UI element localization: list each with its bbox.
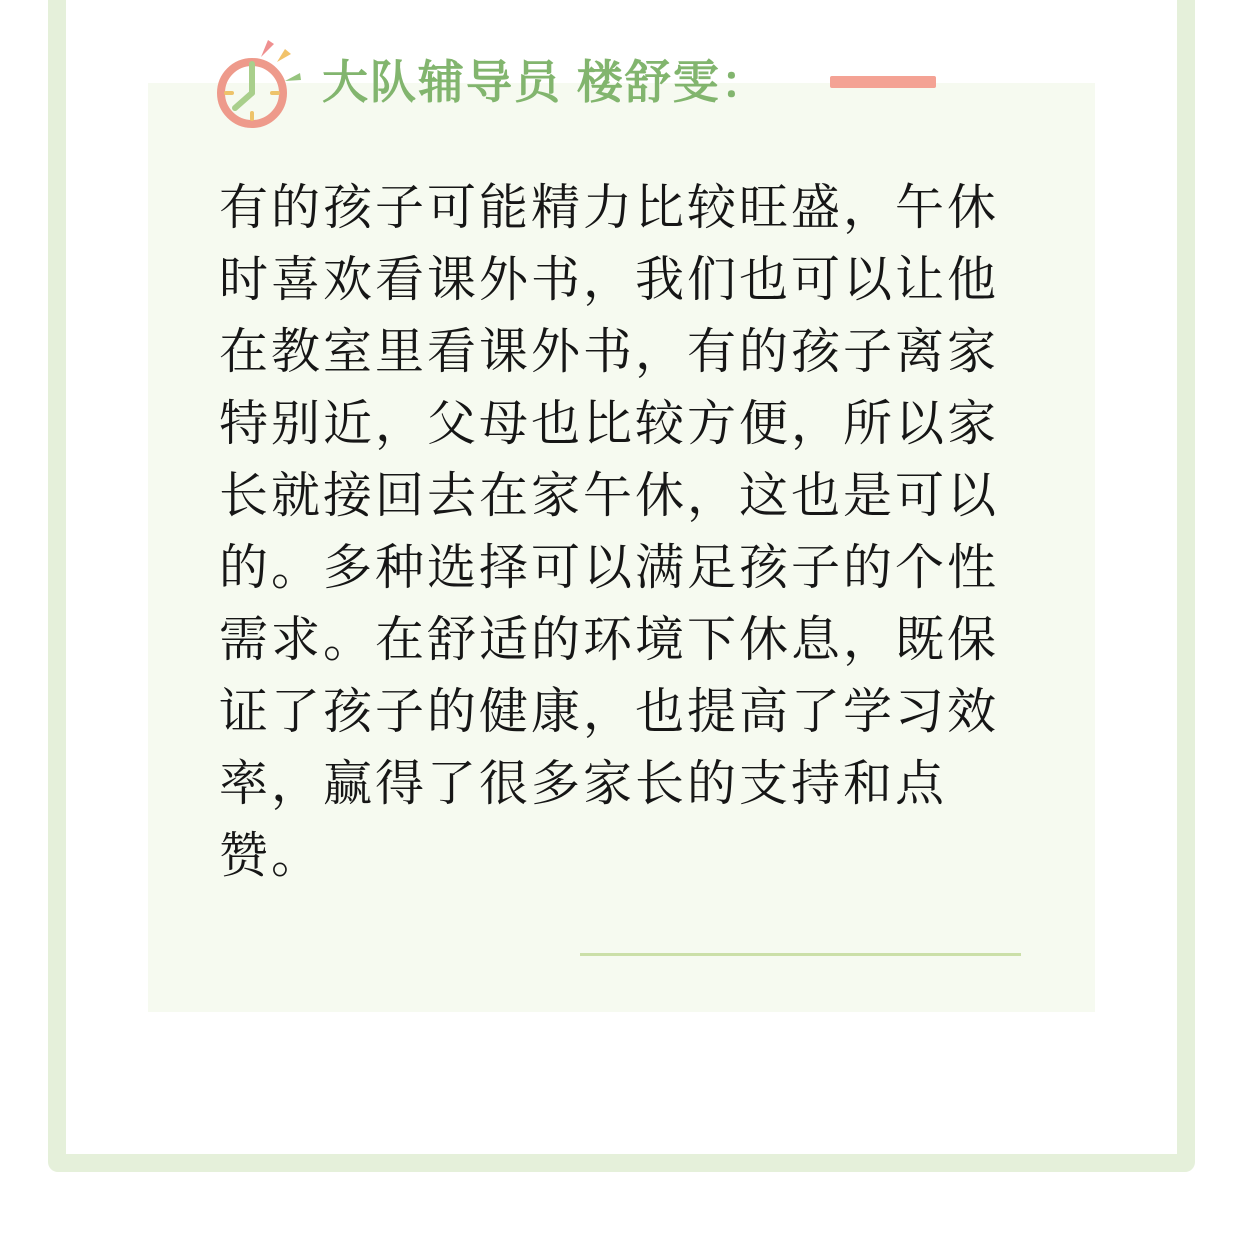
paragraph-line: 需求。在舒适的环境下休息，既保	[219, 613, 1000, 667]
sparkle-yellow	[277, 49, 291, 62]
bottom-divider	[580, 953, 1021, 956]
paragraph-line: 的。多种选择可以满足孩子的个性	[219, 541, 1000, 595]
speech-paragraph	[219, 172, 1031, 892]
paragraph-line: 率，赢得了很多家长的支持和点	[219, 757, 948, 811]
paragraph-line: 时喜欢看课外书，我们也可以让他	[219, 253, 1000, 307]
paragraph-line: 证了孩子的健康，也提高了学习效	[219, 685, 1000, 739]
paragraph-line: 赞。	[219, 829, 324, 883]
sparkle-pink	[261, 40, 274, 57]
clock-hour-hand	[235, 93, 252, 108]
accent-bar	[830, 76, 936, 88]
sparkle-green	[285, 73, 301, 81]
paragraph-line: 有的孩子可能精力比较旺盛，午休	[219, 181, 1000, 235]
paragraph-line: 在教室里看课外书，有的孩子离家	[219, 325, 1000, 379]
alarm-clock-icon	[205, 30, 315, 140]
paragraph-line: 特别近，父母也比较方便，所以家	[219, 397, 1000, 451]
speaker-title: 大队辅导员 楼舒雯：	[322, 56, 769, 108]
paragraph-line: 长就接回去在家午休，这也是可以	[219, 469, 1000, 523]
